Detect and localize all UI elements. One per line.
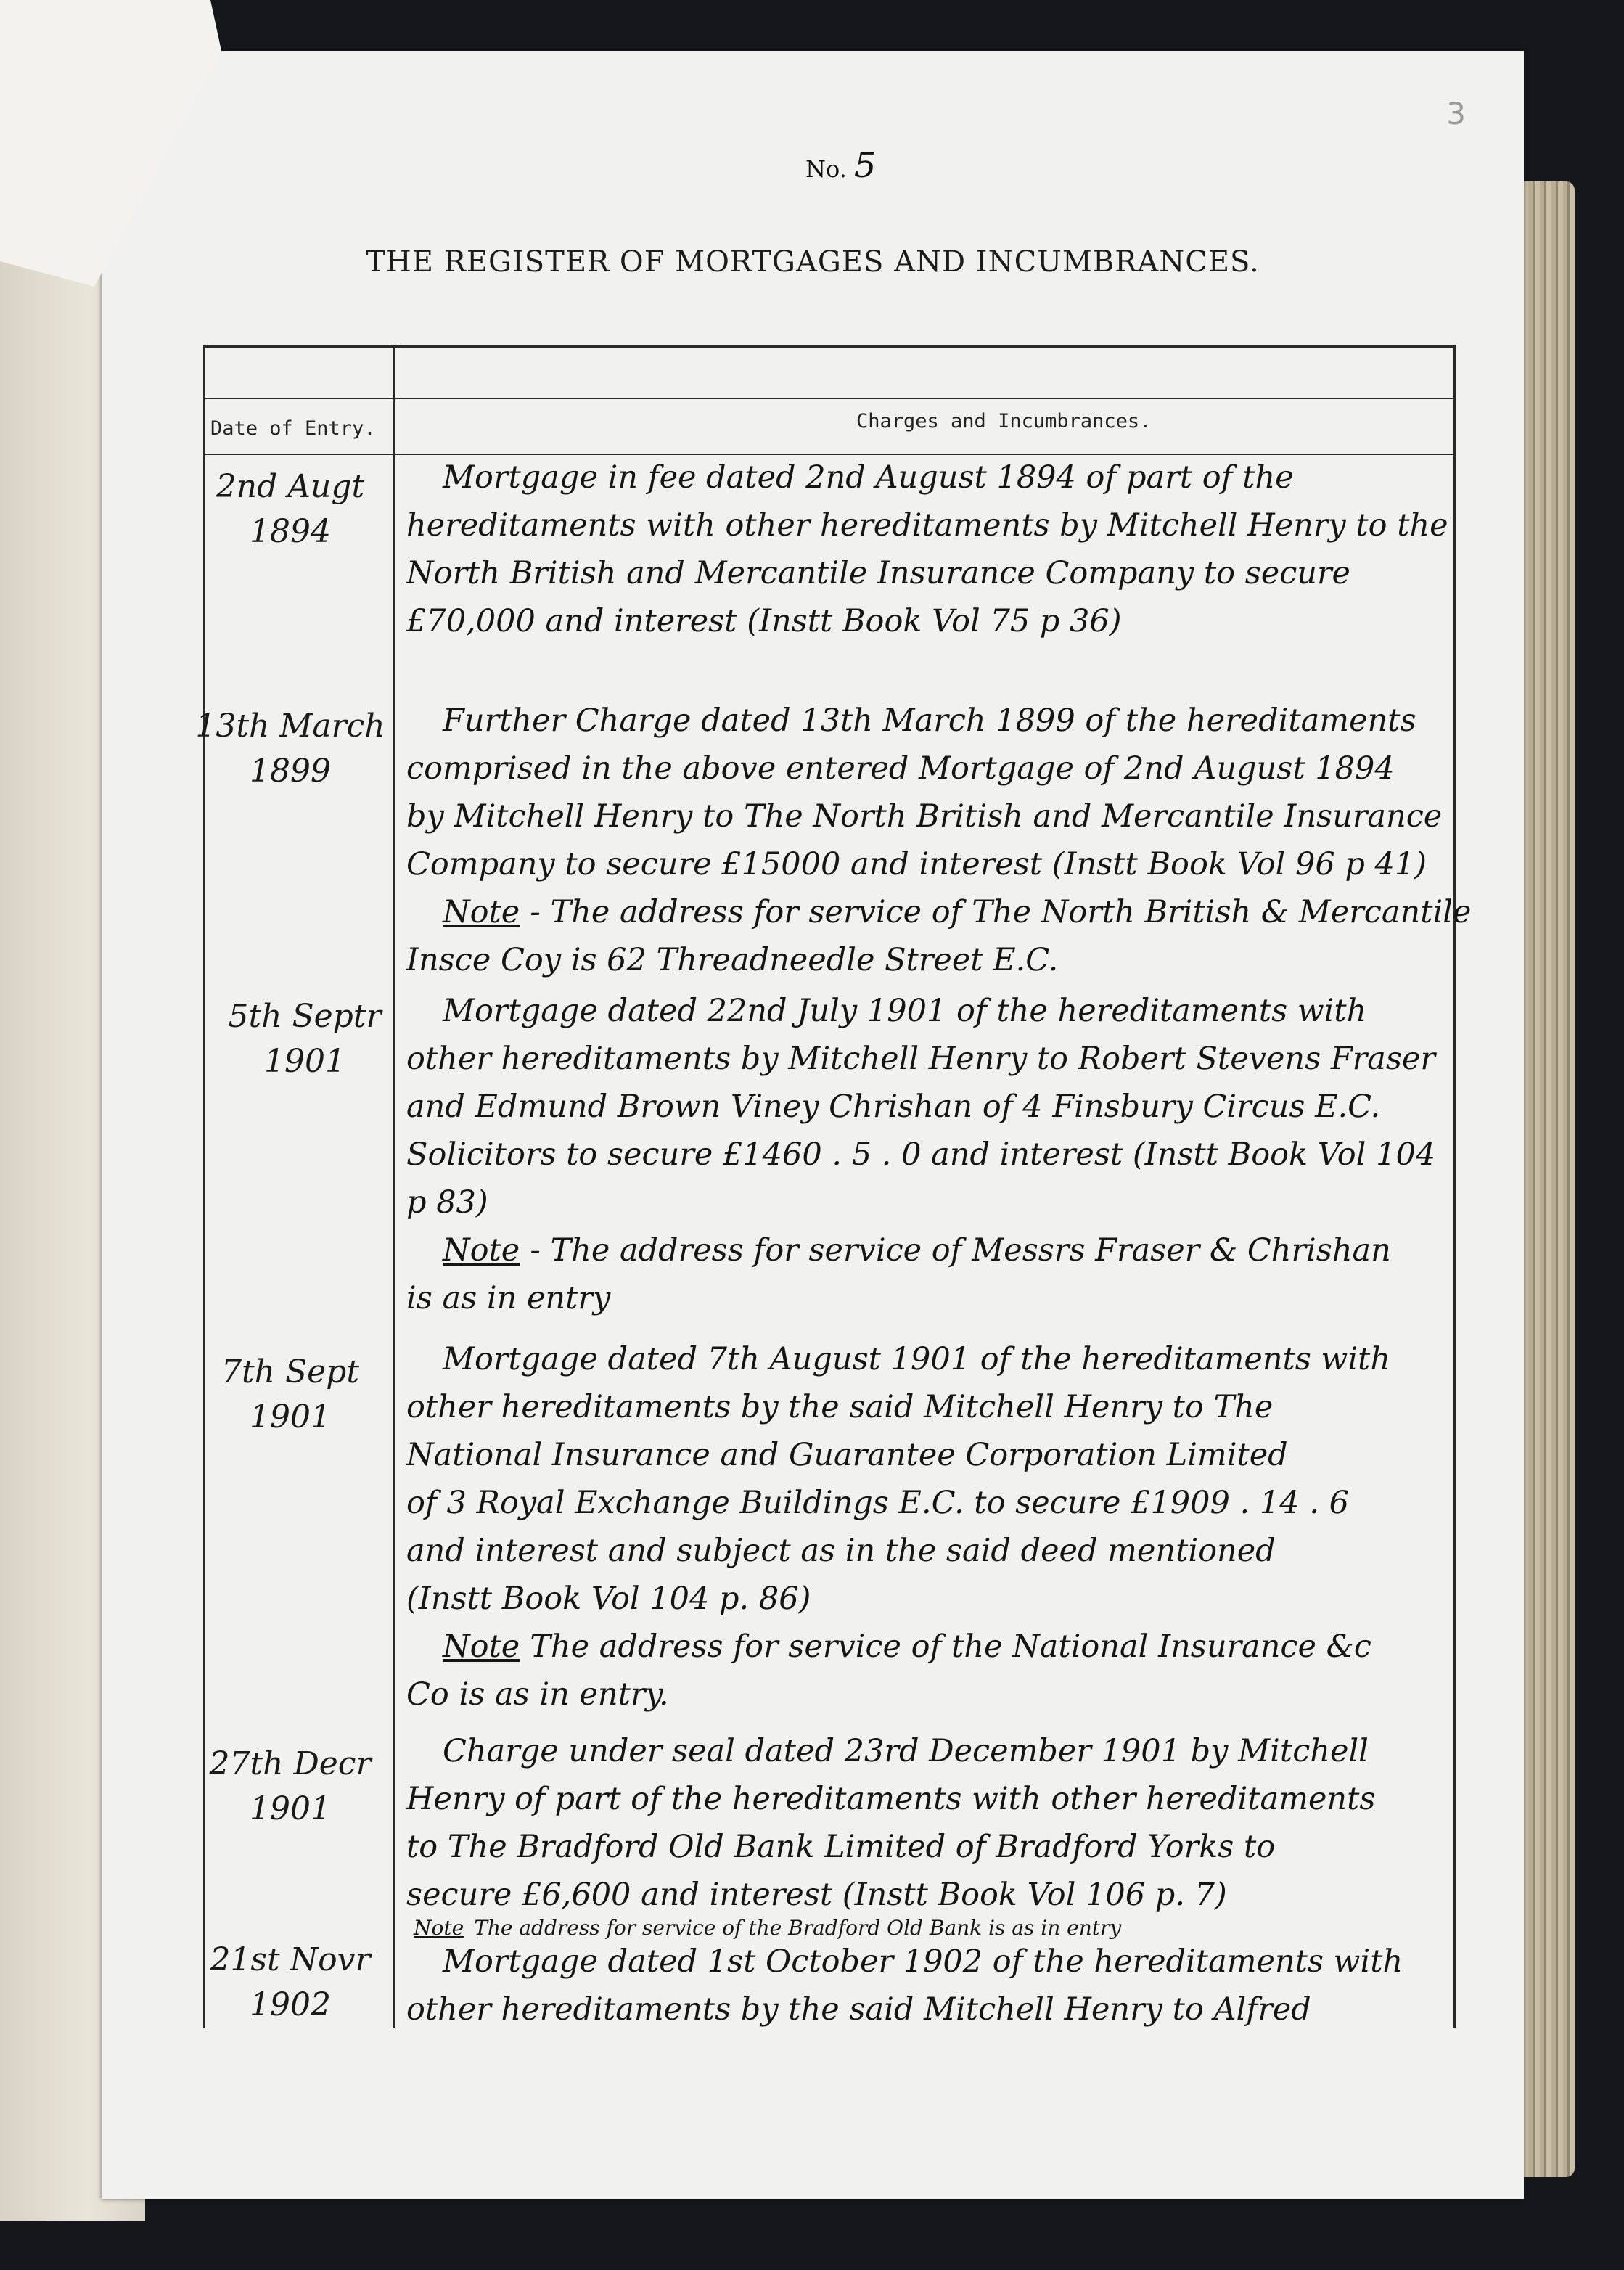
note-line: - The address for service of Messrs Fraser & Chrishan <box>530 1232 1391 1269</box>
entry-line: (Instt Book Vol 104 p. 86) <box>406 1581 811 1617</box>
entry-line: Henry of part of the hereditaments with other hereditaments <box>406 1781 1376 1817</box>
entry-line: comprised in the above entered Mortgage of 2nd August 1894 <box>406 750 1395 787</box>
entry-note <box>414 1917 1488 1939</box>
note-label: Note <box>414 1916 464 1940</box>
entry-text <box>406 1938 1480 2033</box>
date-column-header: Date of Entry. <box>210 417 376 440</box>
entry-text <box>406 697 1480 984</box>
entry-note <box>406 1226 1480 1274</box>
entry-date <box>196 994 414 1084</box>
entry-line: North British and Mercantile Insurance Company to secure <box>406 555 1350 591</box>
note-label: Note <box>443 1232 520 1269</box>
entry-date <box>181 704 399 794</box>
entry-line: of 3 Royal Exchange Buildings E.C. to secure £1909 . 14 . 6 <box>406 1485 1349 1521</box>
entry-date-line: 1894 <box>250 513 331 550</box>
entry-text <box>406 1727 1480 1919</box>
entry-line: Mortgage dated 7th August 1901 of the hereditaments with <box>443 1341 1391 1377</box>
note-line: Co is as in entry. <box>406 1676 669 1713</box>
entry-date <box>181 1742 399 1832</box>
entry-line: Further Charge dated 13th March 1899 of the hereditaments <box>443 702 1416 739</box>
note-line: The address for service of the National Insurance &c <box>530 1628 1371 1665</box>
entry-line: other hereditaments by the said Mitchell Henry to Alfred <box>406 1991 1311 2028</box>
entry-line: Mortgage in fee dated 2nd August 1894 of part of the <box>443 459 1294 496</box>
entry-date-line: 7th Sept <box>221 1353 360 1390</box>
entry-line: Charge under seal dated 23rd December 1901 by Mitchell <box>443 1733 1369 1769</box>
note-line: is as in entry <box>406 1280 611 1316</box>
entry-date-line: 21st Novr <box>210 1941 371 1978</box>
entry-date <box>181 464 399 554</box>
header-bottom-rule <box>203 398 1456 399</box>
entry-note <box>406 888 1480 936</box>
entry-line: other hereditaments by Mitchell Henry to Robert Stevens Fraser <box>406 1041 1435 1077</box>
entry-line: and interest and subject as in the said deed mentioned <box>406 1533 1276 1569</box>
entry-date-line: 1901 <box>250 1790 331 1827</box>
register-number-value: 5 <box>853 145 877 186</box>
note-label: Note <box>443 1628 520 1665</box>
entry-date-line: 2nd Augt <box>216 468 365 505</box>
page-stack-edges <box>1517 181 1575 2177</box>
charges-column-header: Charges and Incumbrances. <box>856 410 1152 433</box>
register-page <box>102 51 1524 2199</box>
entry-line: by Mitchell Henry to The North British and Mercantile Insurance <box>406 798 1443 835</box>
note-line: The address for service of the Bradford Old Bank is as in entry <box>474 1916 1122 1940</box>
entry-line: p 83) <box>406 1184 488 1221</box>
entry-text <box>406 987 1480 1322</box>
entry-line: Solicitors to secure £1460 . 5 . 0 and interest (Instt Book Vol 104 <box>406 1136 1436 1173</box>
entry-note <box>406 1623 1480 1671</box>
entry-line: hereditaments with other hereditaments by Mitchell Henry to the <box>406 507 1448 544</box>
entry-line: other hereditaments by the said Mitchell Henry to The <box>406 1389 1274 1425</box>
entry-date-line: 1902 <box>250 1986 331 2023</box>
entry-date <box>181 1938 399 2028</box>
entry-line: National Insurance and Guarantee Corporation Limited <box>406 1437 1288 1473</box>
entry-date-line: 1901 <box>250 1398 331 1435</box>
entry-text <box>406 454 1480 645</box>
entry-date <box>181 1350 399 1440</box>
entry-line: to The Bradford Old Bank Limited of Bradford Yorks to <box>406 1829 1276 1865</box>
note-line: Insce Coy is 62 Threadneedle Street E.C. <box>406 942 1059 978</box>
note-line: - The address for service of The North British & Mercantile <box>530 894 1472 930</box>
register-title: THE REGISTER OF MORTGAGES AND INCUMBRANCES. <box>366 245 1260 279</box>
entry-text <box>406 1335 1480 1718</box>
entry-line: Mortgage dated 1st October 1902 of the hereditaments with <box>443 1943 1403 1980</box>
entry-line: secure £6,600 and interest (Instt Book Vol 106 p. 7) <box>406 1877 1227 1913</box>
entry-date-line: 5th Septr 1901 <box>228 998 382 1080</box>
table-top-rule <box>203 345 1456 348</box>
entry-line: and Edmund Brown Viney Chrishan of 4 Finsbury Circus E.C. <box>406 1089 1381 1125</box>
entry-line: Company to secure £15000 and interest (Instt Book Vol 96 p 41) <box>406 846 1427 882</box>
note-label: Note <box>443 894 520 930</box>
entry-date-line: 13th March <box>195 708 385 745</box>
entry-date-line: 1899 <box>250 753 331 790</box>
entry-line: £70,000 and interest (Instt Book Vol 75 p 36) <box>406 603 1122 639</box>
page-corner-number: 3 <box>1446 96 1466 131</box>
entry-date-line: 27th Decr <box>209 1745 372 1782</box>
entry-line: Mortgage dated 22nd July 1901 of the hereditaments with <box>443 993 1367 1029</box>
register-number-label: No. <box>805 155 847 183</box>
